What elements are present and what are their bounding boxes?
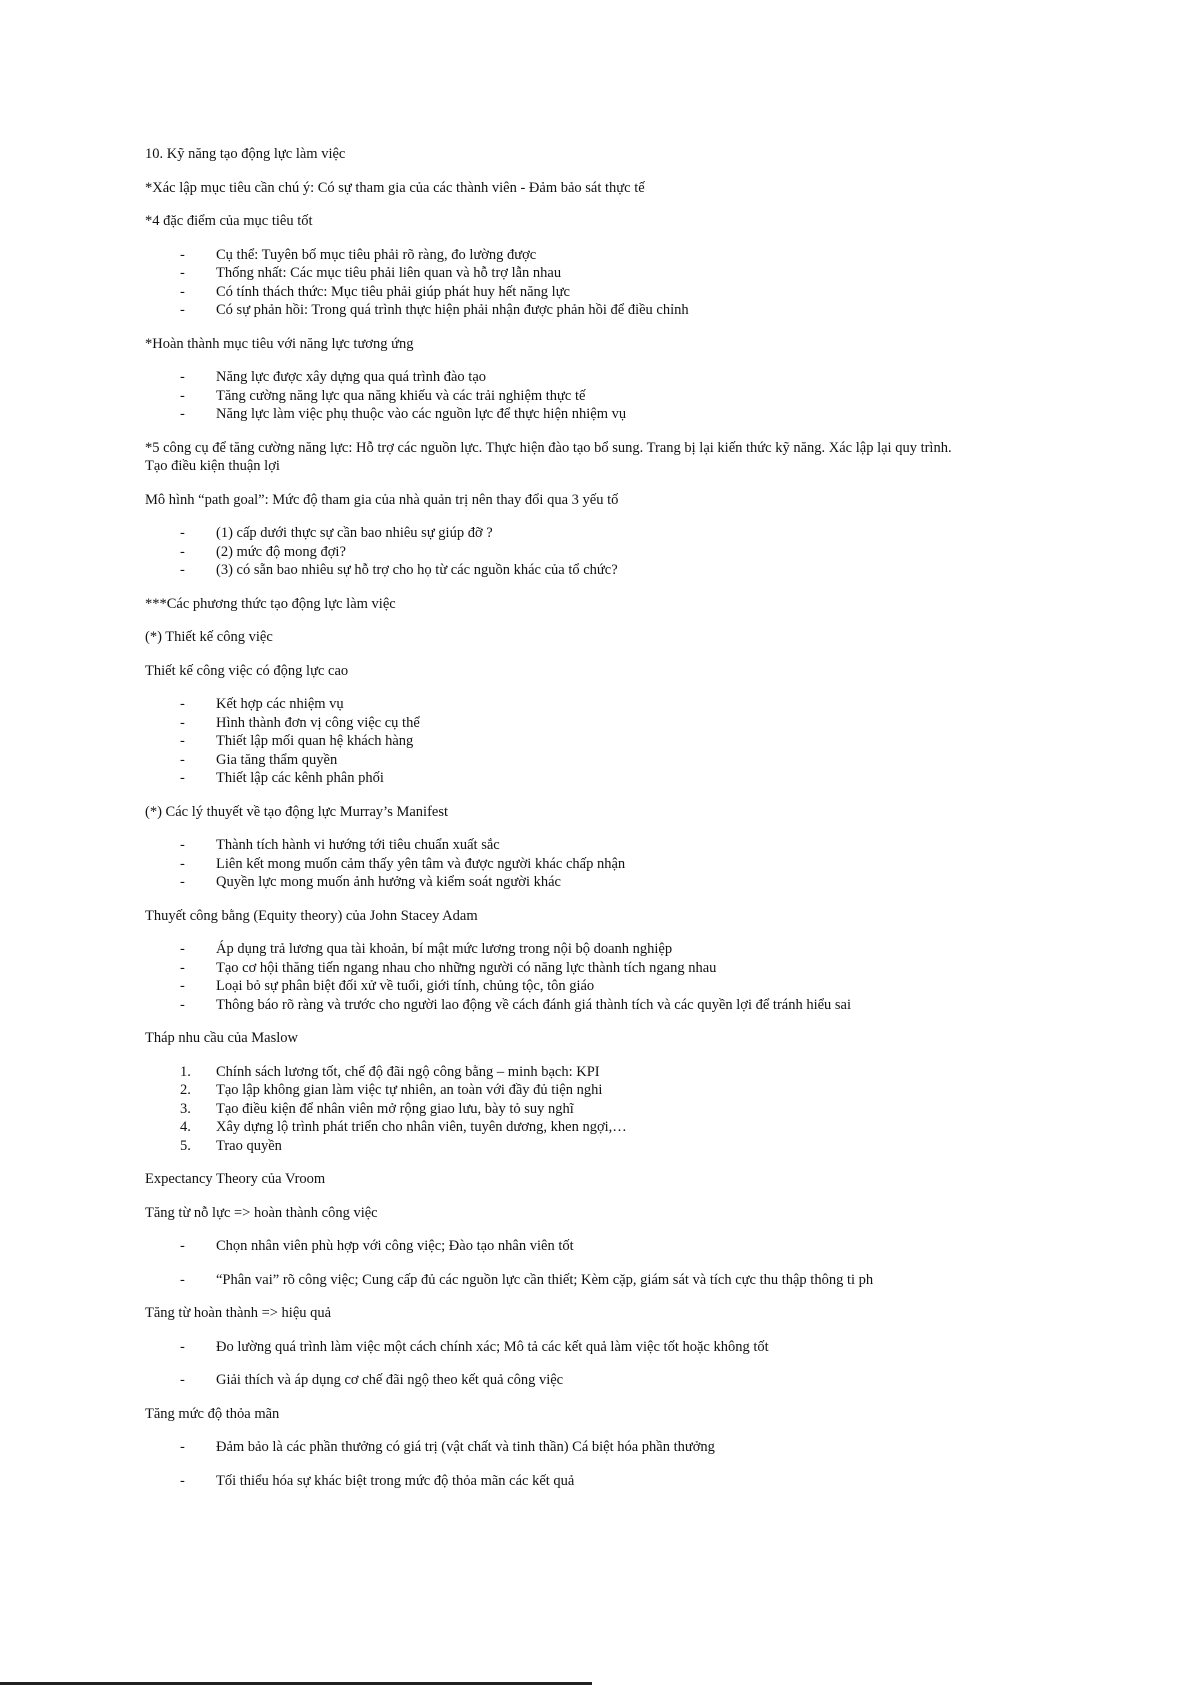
bullet-list (145, 940, 975, 1014)
dash-marker: - (180, 837, 185, 853)
list-item-text: Tạo lập không gian làm việc tự nhiên, an toàn với đầy đủ tiện nghi (216, 1082, 603, 1098)
dash-marker: - (180, 855, 185, 872)
dash-marker: - (180, 751, 185, 768)
paragraph: Mô hình “path goal”: Mức độ tham gia của nhà quản trị nên thay đổi qua 3 yếu tố (145, 491, 619, 508)
paragraph: (*) Các lý thuyết về tạo động lực Murray’s Manifest (145, 803, 449, 820)
number-marker: 5. (180, 1137, 191, 1154)
paragraph: *4 đặc điểm của mục tiêu tốt (145, 213, 313, 229)
list-item-text: Giải thích và áp dụng cơ chế đãi ngộ theo kết quả công việc (216, 1372, 564, 1388)
dash-marker: - (180, 1271, 185, 1288)
list-item (145, 283, 975, 302)
paragraph: (*) Thiết kế công việc (145, 629, 273, 645)
list-item (145, 714, 975, 733)
dash-marker: - (180, 1372, 185, 1388)
paragraph: Tăng mức độ thỏa mãn (145, 1405, 280, 1422)
paragraph: *Xác lập mục tiêu cần chú ý: Có sự tham gia của các thành viên - Đảm bảo sát thực tế (145, 179, 645, 196)
paragraph: Tháp nhu cầu của Maslow (145, 1030, 299, 1046)
list-item (145, 1063, 975, 1082)
list-item (145, 769, 975, 788)
dash-marker: - (180, 1439, 185, 1455)
paragraph: ***Các phương thức tạo động lực làm việc (145, 595, 396, 612)
list-item-text: Chính sách lương tốt, chế độ đãi ngộ công bằng – minh bạch: KPI (216, 1063, 600, 1080)
list-item-text: Cụ thể: Tuyên bố mục tiêu phải rõ ràng, đo lường được (216, 246, 537, 263)
list-item (145, 264, 975, 283)
list-item-text: Loại bỏ sự phân biệt đối xử về tuổi, giới tính, chủng tộc, tôn giáo (216, 978, 595, 994)
paragraph: *5 công cụ để tăng cường năng lực: Hỗ trợ các nguồn lực. Thực hiện đào tạo bổ sung. Trang bị lại kiến thức kỹ năng. Xác lập lại quy trình. Tạo điều kiện thuận lợi (145, 439, 955, 474)
list-item (145, 996, 975, 1015)
dash-marker: - (180, 543, 185, 560)
paragraph: Tăng từ hoàn thành => hiệu quả (145, 1305, 332, 1321)
paragraph: Tăng từ nỗ lực => hoàn thành công việc (145, 1204, 378, 1221)
list-item-text: Chọn nhân viên phù hợp với công việc; Đào tạo nhân viên tốt (216, 1238, 574, 1254)
bullet-list (145, 1438, 975, 1490)
list-item-text: Đo lường quá trình làm việc một cách chính xác; Mô tả các kết quả làm việc tốt hoặc không tốt (216, 1338, 769, 1355)
number-marker: 2. (180, 1082, 191, 1098)
list-item (145, 977, 975, 996)
list-item-text: Tạo điều kiện để nhân viên mở rộng giao lưu, bày tỏ suy nghĩ (216, 1100, 574, 1117)
dash-marker: - (180, 996, 185, 1013)
dash-marker: - (180, 1472, 185, 1489)
list-item-text: Thiết lập mối quan hệ khách hàng (216, 733, 414, 749)
list-item-text: Năng lực làm việc phụ thuộc vào các nguồn lực để thực hiện nhiệm vụ (216, 406, 627, 422)
list-item-text: Có tính thách thức: Mục tiêu phải giúp phát huy hết năng lực (216, 283, 570, 300)
list-item-text: Thành tích hành vi hướng tới tiêu chuẩn xuất sắc (216, 837, 500, 853)
list-item (145, 855, 975, 874)
bullet-list (145, 1338, 975, 1390)
list-item (145, 387, 975, 406)
list-item (145, 524, 975, 543)
list-item-text: Đảm bảo là các phần thưởng có giá trị (vật chất và tinh thần) Cá biệt hóa phần thưởng (216, 1439, 715, 1455)
list-item-text: Có sự phản hồi: Trong quá trình thực hiện phải nhận được phản hồi để điều chỉnh (216, 302, 689, 318)
list-item-text: (2) mức độ mong đợi? (216, 543, 346, 560)
list-item (145, 1237, 975, 1256)
list-item-text: Xây dựng lộ trình phát triển cho nhân viên, tuyên dương, khen ngợi,… (216, 1119, 627, 1135)
dash-marker: - (180, 1338, 185, 1355)
list-item (145, 873, 975, 892)
dash-marker: - (180, 387, 185, 404)
number-marker: 3. (180, 1100, 191, 1117)
list-item-text: Hình thành đơn vị công việc cụ thể (216, 714, 420, 731)
number-marker: 4. (180, 1119, 191, 1135)
list-item (145, 959, 975, 978)
list-item (145, 1118, 975, 1137)
list-item (145, 246, 975, 265)
dash-marker: - (180, 283, 185, 300)
list-item-text: Kết hợp các nhiệm vụ (216, 696, 344, 712)
list-item (145, 1271, 975, 1290)
list-item-text: Áp dụng trả lương qua tài khoản, bí mật mức lương trong nội bộ doanh nghiệp (216, 941, 673, 957)
list-item-text: Tăng cường năng lực qua năng khiếu và các trải nghiệm thực tế (216, 387, 586, 404)
paragraph: Thuyết công bằng (Equity theory) của John Stacey Adam (145, 907, 478, 924)
list-item-text: Thông báo rõ ràng và trước cho người lao động về cách đánh giá thành tích và các quyền lợi để tránh hiểu sai (216, 996, 852, 1013)
dash-marker: - (180, 696, 185, 712)
list-item (145, 1371, 975, 1390)
dash-marker: - (180, 770, 185, 786)
dash-marker: - (180, 246, 185, 263)
dash-marker: - (180, 406, 185, 422)
dash-marker: - (180, 265, 185, 281)
list-item (145, 1100, 975, 1119)
list-item (145, 751, 975, 770)
list-item-text: (1) cấp dưới thực sự cần bao nhiêu sự giúp đỡ ? (216, 525, 493, 541)
numbered-list (145, 1063, 975, 1156)
list-item-text: Liên kết mong muốn cảm thấy yên tâm và được người khác chấp nhận (216, 855, 626, 872)
paragraph: Expectancy Theory của Vroom (145, 1171, 326, 1187)
list-item-text: Gia tăng thẩm quyền (216, 751, 338, 768)
dash-marker: - (180, 525, 185, 541)
number-marker: 1. (180, 1063, 191, 1080)
list-item-text: (3) có sẵn bao nhiêu sự hỗ trợ cho họ từ các nguồn khác của tổ chức? (216, 562, 618, 578)
list-item-text: Trao quyền (216, 1137, 282, 1154)
dash-marker: - (180, 562, 185, 578)
document-page (145, 145, 975, 1505)
bullet-list (145, 836, 975, 892)
dash-marker: - (180, 714, 185, 731)
list-item (145, 1472, 975, 1491)
dash-marker: - (180, 941, 185, 957)
list-item (145, 301, 975, 320)
paragraph: Thiết kế công việc có động lực cao (145, 662, 349, 679)
dash-marker: - (180, 874, 185, 890)
dash-marker: - (180, 369, 185, 385)
list-item (145, 1338, 975, 1357)
dash-marker: - (180, 978, 185, 994)
list-item (145, 543, 975, 562)
list-item (145, 836, 975, 855)
dash-marker: - (180, 959, 185, 976)
bullet-list (145, 368, 975, 424)
list-item (145, 368, 975, 387)
list-item-text: Thống nhất: Các mục tiêu phải liên quan và hỗ trợ lẫn nhau (216, 265, 562, 281)
list-item (145, 405, 975, 424)
list-item-text: Thiết lập các kênh phân phối (216, 770, 384, 786)
list-item-text: Quyền lực mong muốn ảnh hưởng và kiểm soát người khác (216, 874, 561, 890)
list-item (145, 1137, 975, 1156)
list-item-text: “Phân vai” rõ công việc; Cung cấp đủ các nguồn lực cần thiết; Kèm cặp, giám sát và tích cực thu thập thông ti ph (216, 1271, 874, 1288)
list-item (145, 695, 975, 714)
dash-marker: - (180, 302, 185, 318)
list-item (145, 732, 975, 751)
paragraph: *Hoàn thành mục tiêu với năng lực tương ứng (145, 335, 414, 352)
paragraph: 10. Kỹ năng tạo động lực làm việc (145, 146, 346, 162)
bullet-list (145, 1237, 975, 1289)
bullet-list (145, 695, 975, 788)
list-item (145, 940, 975, 959)
list-item (145, 561, 975, 580)
list-item-text: Tối thiểu hóa sự khác biệt trong mức độ thỏa mãn các kết quả (216, 1472, 575, 1489)
bullet-list (145, 524, 975, 580)
dash-marker: - (180, 1238, 185, 1254)
list-item (145, 1438, 975, 1457)
dash-marker: - (180, 733, 185, 749)
list-item-text: Tạo cơ hội thăng tiến ngang nhau cho những người có năng lực thành tích ngang nhau (216, 959, 717, 976)
bullet-list (145, 246, 975, 320)
list-item (145, 1081, 975, 1100)
list-item-text: Năng lực được xây dựng qua quá trình đào tạo (216, 369, 487, 385)
